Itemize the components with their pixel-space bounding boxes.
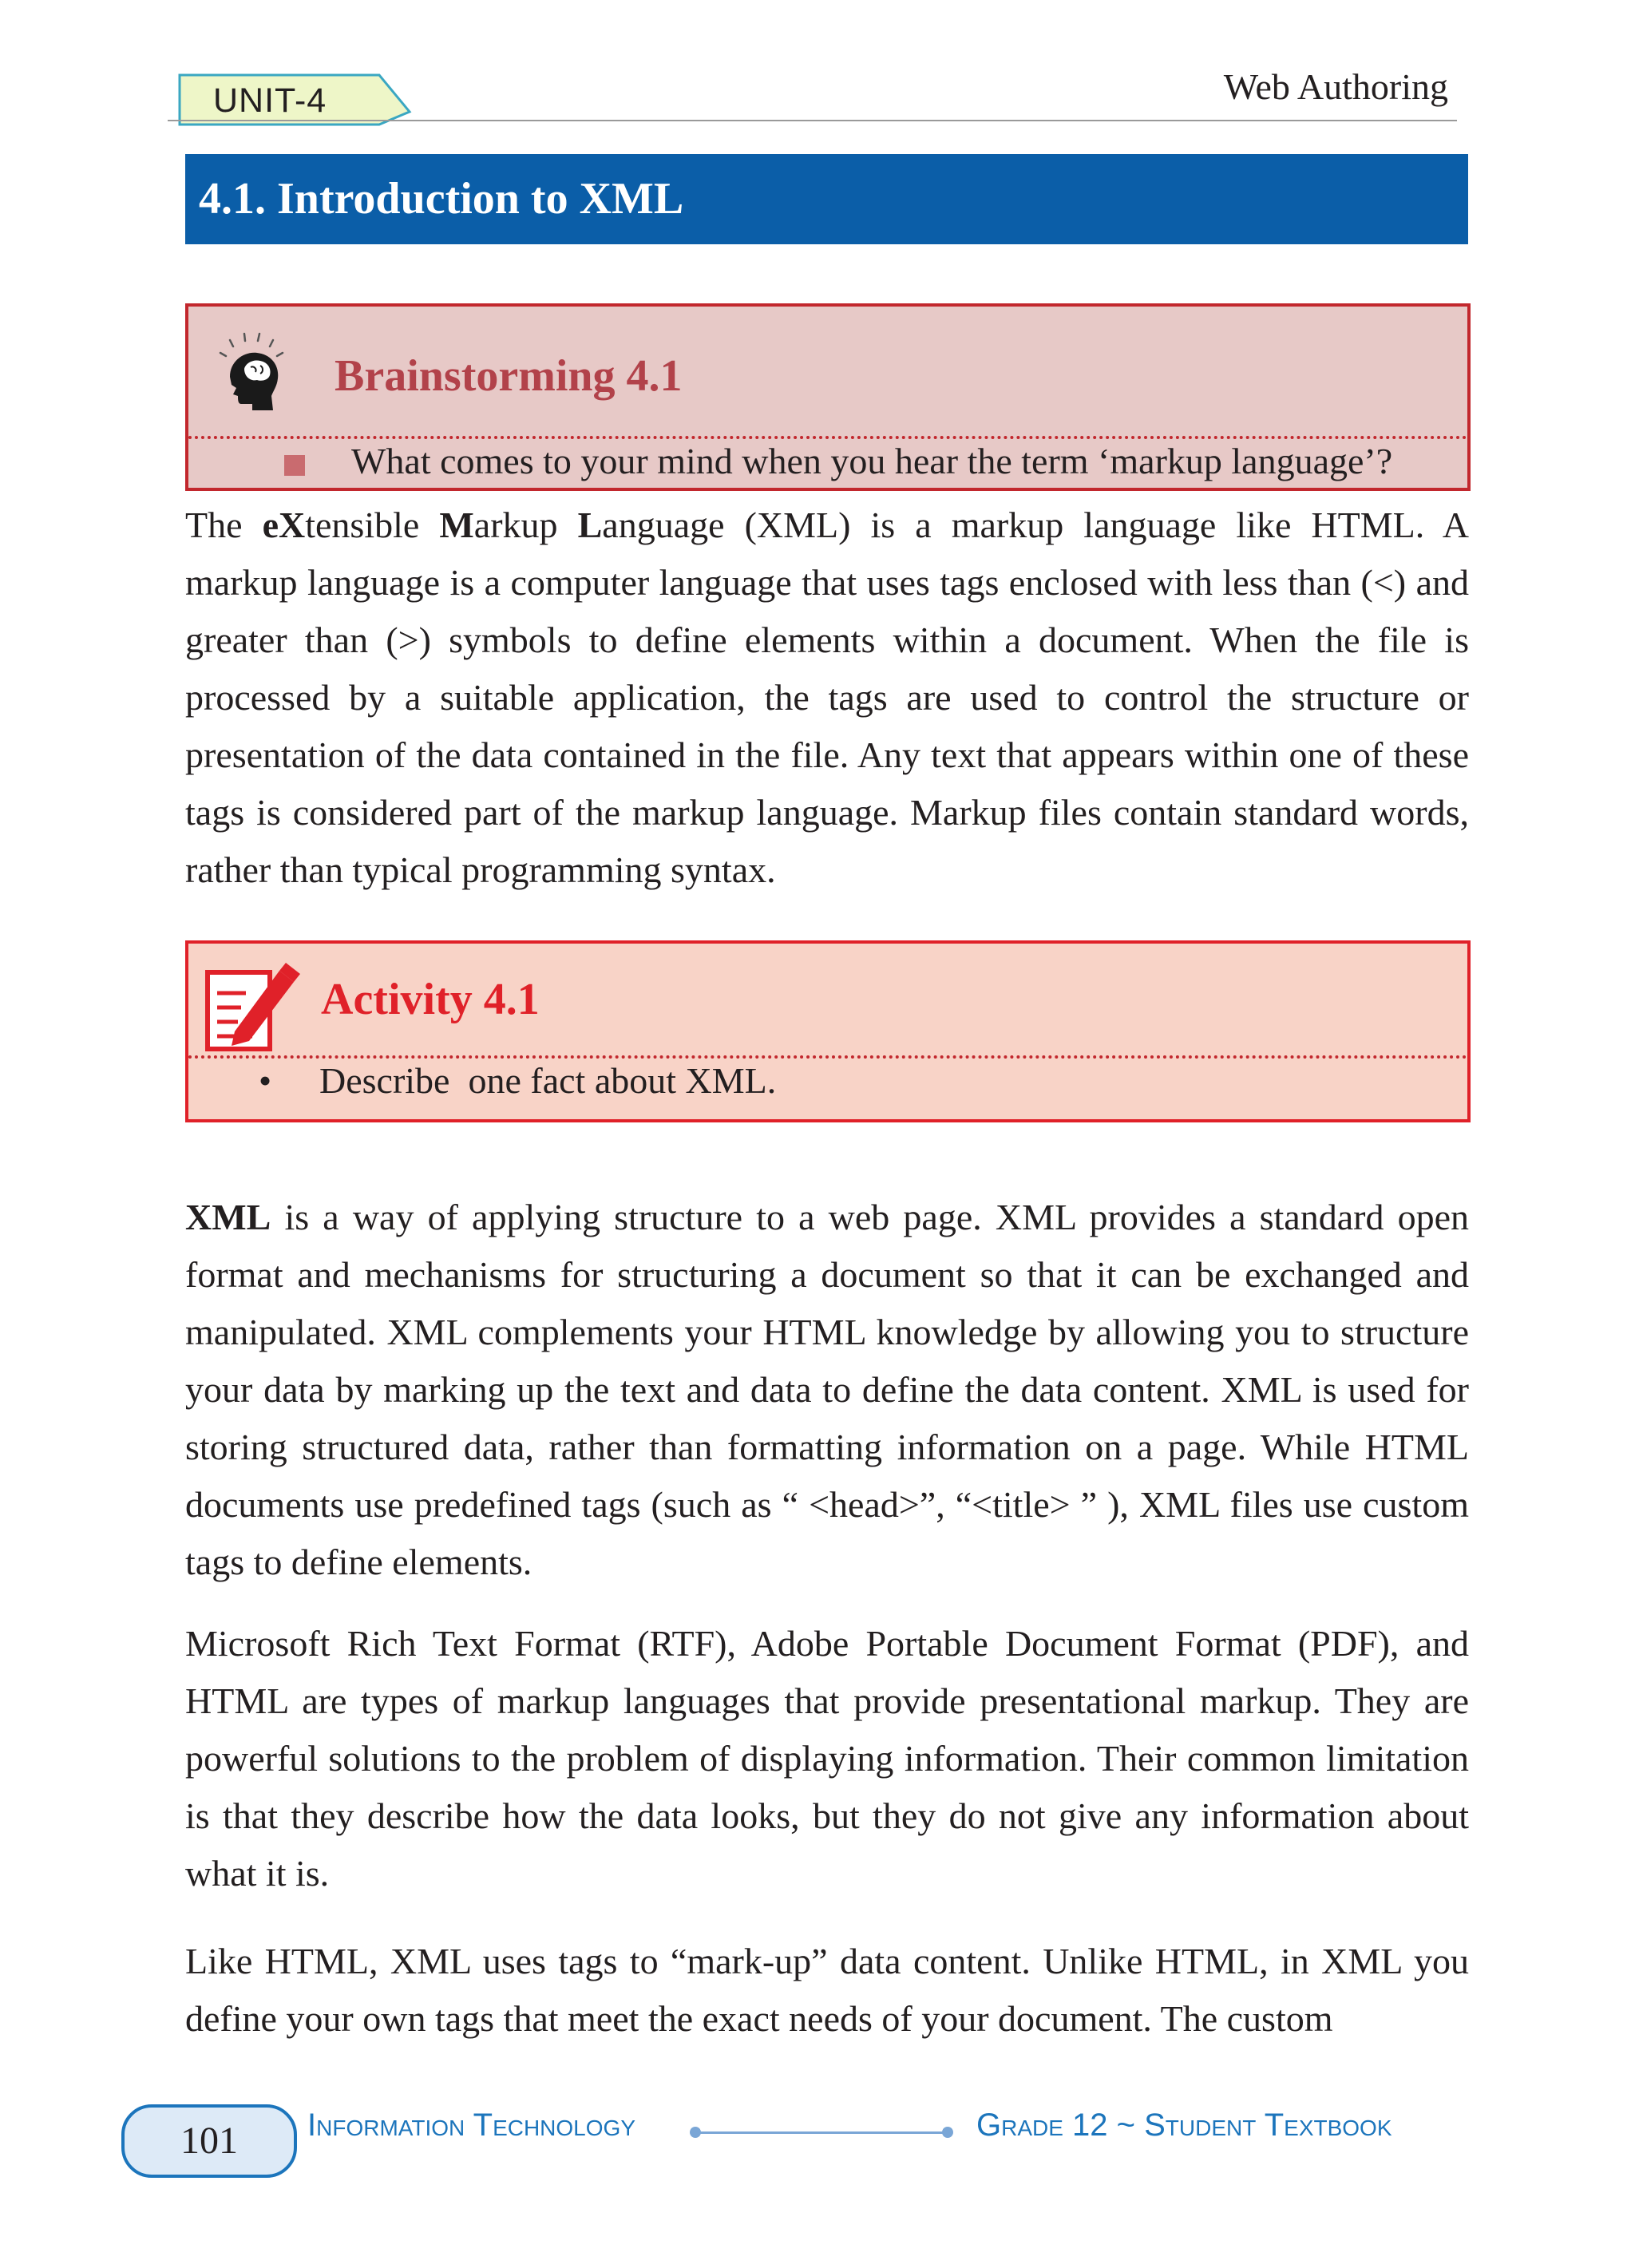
para1-bold-l: L: [577, 505, 603, 545]
footer-dot-right: [942, 2127, 953, 2138]
para1-text-arkup: arkup: [473, 505, 578, 545]
footer-subject: Information Technology: [307, 2108, 635, 2143]
footer-line: [695, 2131, 948, 2134]
paragraph-presentational-markup: Microsoft Rich Text Format (RTF), Adobe Portable Document Format (PDF), and HTML are types of markup languages that provide presentational markup. They are powerful solutions to the problem of displaying information. Their common limitation is that they describe how the data looks, but they do not give any information about what it is.: [185, 1623, 1469, 1894]
footer-grade: Grade 12 ~ Student Textbook: [976, 2108, 1392, 2143]
paragraph-xml-structure: [185, 1189, 1469, 1591]
para2-bold-xml: XML: [185, 1197, 271, 1237]
unit-tab: [178, 73, 412, 126]
activity-title: Activity 4.1: [321, 975, 540, 1024]
activity-box: [185, 940, 1471, 1122]
para1-bold-x: X: [279, 505, 306, 545]
paragraph-custom-tags: Like HTML, XML uses tags to “mark-up” data content. Unlike HTML, in XML you define your own tags that meet the exact needs of your document. The custom: [185, 1941, 1469, 2039]
activity-bullet: •: [259, 1060, 272, 1101]
para2-text-rest: is a way of applying structure to a web page. XML provides a standard open format and mechanisms for structuring a document so that it can be exchanged and manipulated. XML complements your HTML knowledge by allowing you to structure your data by marking up the text and data to define the data content. XML is used for storing structured data, rather than formatting information on a page. While HTML documents use predefined tags (such as “ <head>”, “<title> ” ), XML files use custom tags to define elements.: [185, 1197, 1469, 1582]
page-number-badge: [121, 2104, 297, 2178]
head-thinking-icon: [206, 329, 294, 417]
activity-divider: [188, 1055, 1467, 1059]
brainstorming-divider: [188, 436, 1467, 439]
brainstorming-question: What comes to your mind when you hear the term ‘markup language’?: [351, 441, 1393, 481]
unit-label: UNIT-4: [213, 81, 327, 120]
pen-on-paper-icon: [200, 955, 303, 1059]
square-bullet-icon: [284, 455, 305, 476]
section-title: 4.1. Introduction to XML: [199, 174, 684, 224]
para1-text-the: The: [185, 505, 263, 545]
chapter-title: Web Authoring: [1223, 66, 1448, 107]
page-number: 101: [180, 2120, 238, 2162]
section-banner: [185, 154, 1468, 244]
para1-text-tensible: tensible: [305, 505, 440, 545]
brainstorming-box: [185, 303, 1471, 491]
para1-bold-m: M: [439, 505, 474, 545]
paragraph-intro: [185, 497, 1469, 899]
activity-item: Describe one fact about XML.: [319, 1060, 777, 1101]
brainstorming-title: Brainstorming 4.1: [335, 351, 683, 401]
header-rule: [168, 120, 1457, 121]
para1-text-rest: anguage (XML) is a markup language like HTML. A markup language is a computer language that uses tags enclosed with less than (<) and greater than (>) symbols to define elements within a document. When the file is processed by a suitable application, the tags are used to control the structure or presentation of the data contained in the file. Any text that appears within one of these tags is considered part of the markup language. Markup files contain standard words, rather than typical programming syntax.: [185, 505, 1469, 890]
para1-bold-e: e: [262, 505, 279, 545]
